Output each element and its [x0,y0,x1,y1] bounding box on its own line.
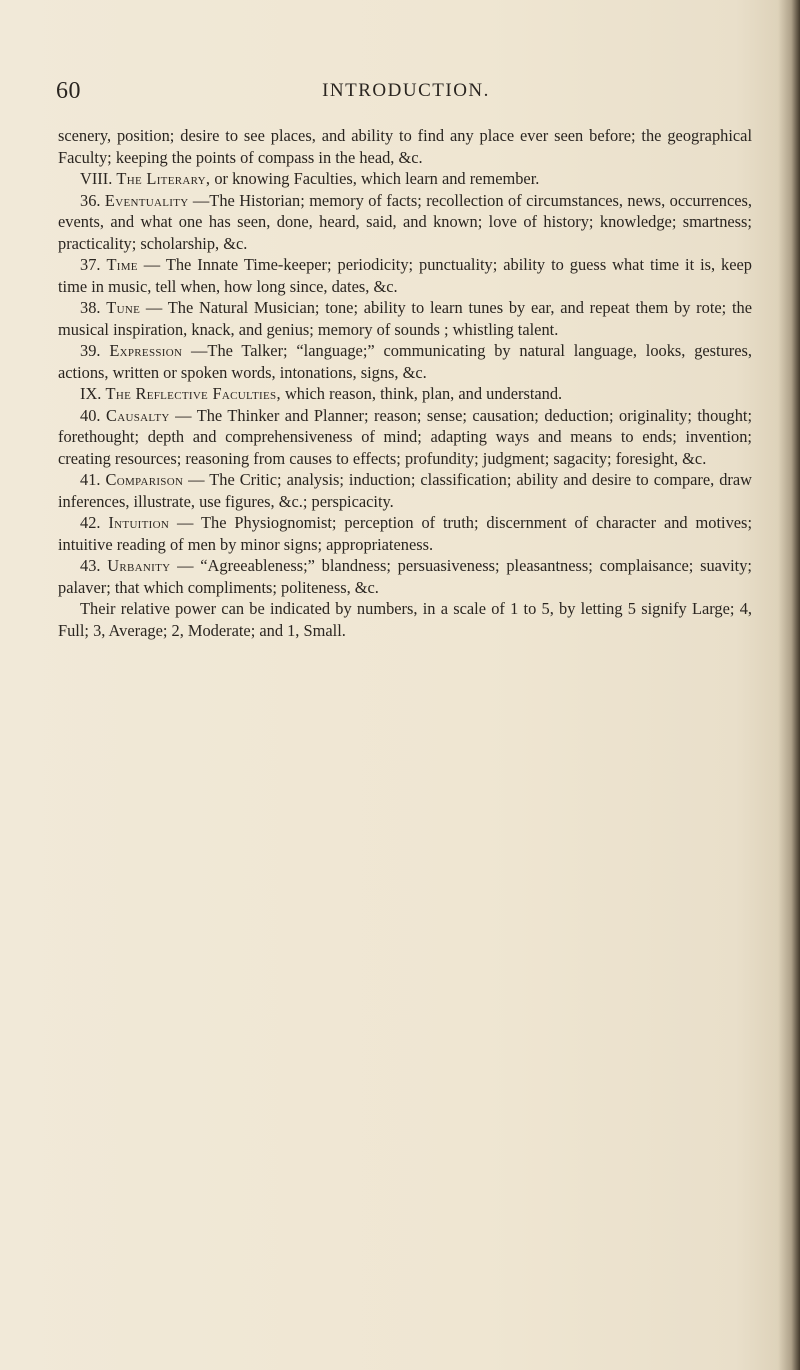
paragraph-urbanity [58,555,752,598]
paragraph-lead: The Reflective Faculties, [105,384,281,403]
paragraph-lead: Urbanity [107,556,171,575]
page-header [56,78,756,108]
paragraph-number: 39. [80,341,101,360]
paragraph-scale-note [58,598,752,641]
paragraph-body: —The Talker; “language;” communicating by natural language, looks, gestures, actions, written or spoken words, intonations, signs, &c. [58,341,752,382]
paragraph-number: 40. [80,405,101,425]
paragraph-continuation [58,125,752,168]
paragraph-comparison [58,469,752,512]
paragraph-lead: Time [106,255,138,274]
paragraph-lead: Tune [106,298,141,317]
paragraph-lead: Comparison [105,470,184,489]
paragraph-body: Their relative power can be indicated by numbers, in a scale of 1 to 5, by letting 5 signify Large; 4, Full; 3, Average; 2, Moderate; and 1, Small. [58,599,752,640]
paragraph-lead: The Literary, [116,169,211,188]
paragraph-number: 41. [80,470,101,489]
paragraph-lead: Intuition [108,513,170,532]
paragraph-tune [58,297,752,340]
spine-shadow [778,0,800,1370]
paragraph-causalty [58,405,752,470]
paragraph-body: — The Physiognomist; perception of truth; discernment of character and motives; intuitive reading of men by minor signs; appropriateness. [58,513,752,554]
paragraph-body: — “Agreeableness;” blandness; persuasiveness; pleasantness; complaisance; suavity; palaver; that which compliments; politeness, &c. [58,556,752,597]
paragraph-body: — The Critic; analysis; induction; classification; ability and desire to compare, draw inferences, illustrate, use figures, &c.; perspicacity. [58,470,752,511]
page-number: 60 [56,78,81,104]
paragraph-number: VIII. [80,169,113,188]
paragraph-lead: Expression [109,341,183,360]
paragraph-body: — The Natural Musician; tone; ability to learn tunes by ear, and repeat them by rote; the musical inspiration, knack, and genius; memory of sounds ; whistling talent. [58,298,752,339]
paragraph-body: or knowing Faculties, which learn and remember. [210,169,540,188]
running-head: INTRODUCTION. [322,80,490,101]
paragraph-lead: Causalty [106,405,170,425]
paragraph-body: —The Historian; memory of facts; recollection of circumstances, news, occurrences, events, and what one has seen, done, heard, said, and known; love of history; knowledge; smartness; practicality; scholarship, &c. [58,190,752,253]
paragraph-body: — The Thinker and Planner; reason; sense; causation; deduction; originality; thought; forethought; depth and comprehensiveness of mind; adapting ways and means to ends; invention; creating resources; reasoning from causes to effects; profundity; judgment; sagacity; foresight, &c. [58,405,752,468]
body-text [58,125,752,641]
paragraph-expression [58,340,752,383]
paragraph-lead: Eventuality [104,190,189,210]
paragraph-time [58,254,752,297]
paragraph-body: which reason, think, plan, and understand. [280,384,563,403]
paragraph-body: scenery, position; desire to see places, and ability to find any place ever seen before; the geographical Faculty; keeping the points of compass in the head, &c. [58,126,752,167]
paragraph-number: 37. [80,255,101,274]
paragraph-intuition [58,512,752,555]
paragraph-number: 36. [80,190,101,210]
paragraph-number: IX. [80,384,102,403]
paragraph-number: 42. [80,513,101,532]
paragraph-eventuality [58,190,752,255]
paragraph-body: — The Innate Time-keeper; periodicity; punctuality; ability to guess what time it is, keep time in music, tell when, how long since, dates, &c. [58,255,752,296]
paragraph-heading-reflective [58,383,752,405]
paragraph-number: 38. [80,298,101,317]
paragraph-heading-literary [58,168,752,190]
paragraph-number: 43. [80,556,101,575]
